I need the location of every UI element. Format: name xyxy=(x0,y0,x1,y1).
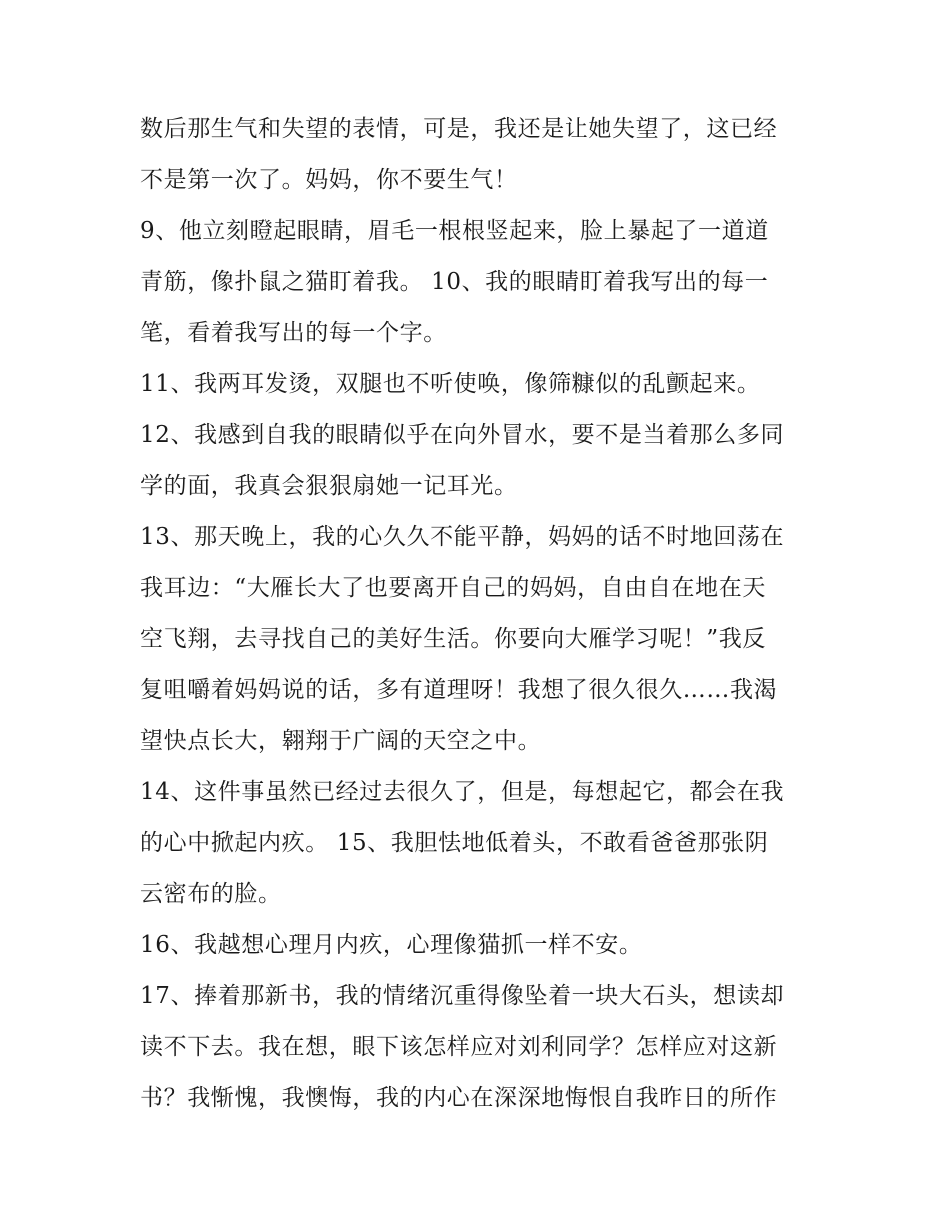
text-line: 空飞翔，去寻找自己的美好生活。你要向大雁学习呢！”我反 xyxy=(140,626,766,652)
document-body xyxy=(140,104,820,1124)
text-line: 16、我越想心理月内疚，心理像猫抓一样不安。 xyxy=(140,932,643,958)
text-line: 笔，看着我写出的每一个字。 xyxy=(140,320,447,346)
text-line: 望快点长大，翱翔于广阔的天空之中。 xyxy=(140,728,542,754)
text-line: 11、我两耳发烫，双腿也不听使唤，像筛糠似的乱颤起来。 xyxy=(140,371,761,397)
text-line: 的心中掀起内疚。 15、我胆怯地低着头，不敢看爸爸那张阴 xyxy=(140,830,769,856)
text-line: 14、这件事虽然已经过去很久了，但是，每想起它，都会在我 xyxy=(140,779,785,805)
text-line: 书？我惭愧，我懊悔，我的内心在深深地悔恨自我昨日的所作 xyxy=(140,1085,778,1111)
text-line: 12、我感到自我的眼睛似乎在向外冒水，要不是当着那么多同 xyxy=(140,422,785,448)
text-line: 复咀嚼着妈妈说的话，多有道理呀！我想了很久很久……我渴 xyxy=(140,677,778,703)
text-line: 13、那天晚上，我的心久久不能平静，妈妈的话不时地回荡在 xyxy=(140,524,785,550)
text-line: 17、捧着那新书，我的情绪沉重得像坠着一块大石头，想读却 xyxy=(140,983,785,1009)
text-line: 不是第一次了。妈妈，你不要生气！ xyxy=(140,167,518,193)
text-line: 学的面，我真会狠狠扇她一记耳光。 xyxy=(140,473,518,499)
text-line: 我耳边：“大雁长大了也要离开自己的妈妈，自由自在地在天 xyxy=(140,575,766,601)
text-line: 数后那生气和失望的表情，可是，我还是让她失望了，这已经 xyxy=(140,116,778,142)
text-line: 读不下去。我在想，眼下该怎样应对刘利同学？怎样应对这新 xyxy=(140,1034,778,1060)
text-line: 青筋，像扑鼠之猫盯着我。 10、我的眼睛盯着我写出的每一 xyxy=(140,269,769,295)
text-line: 9、他立刻瞪起眼睛，眉毛一根根竖起来，脸上暴起了一道道 xyxy=(140,218,769,244)
text-line: 云密布的脸。 xyxy=(140,881,282,907)
